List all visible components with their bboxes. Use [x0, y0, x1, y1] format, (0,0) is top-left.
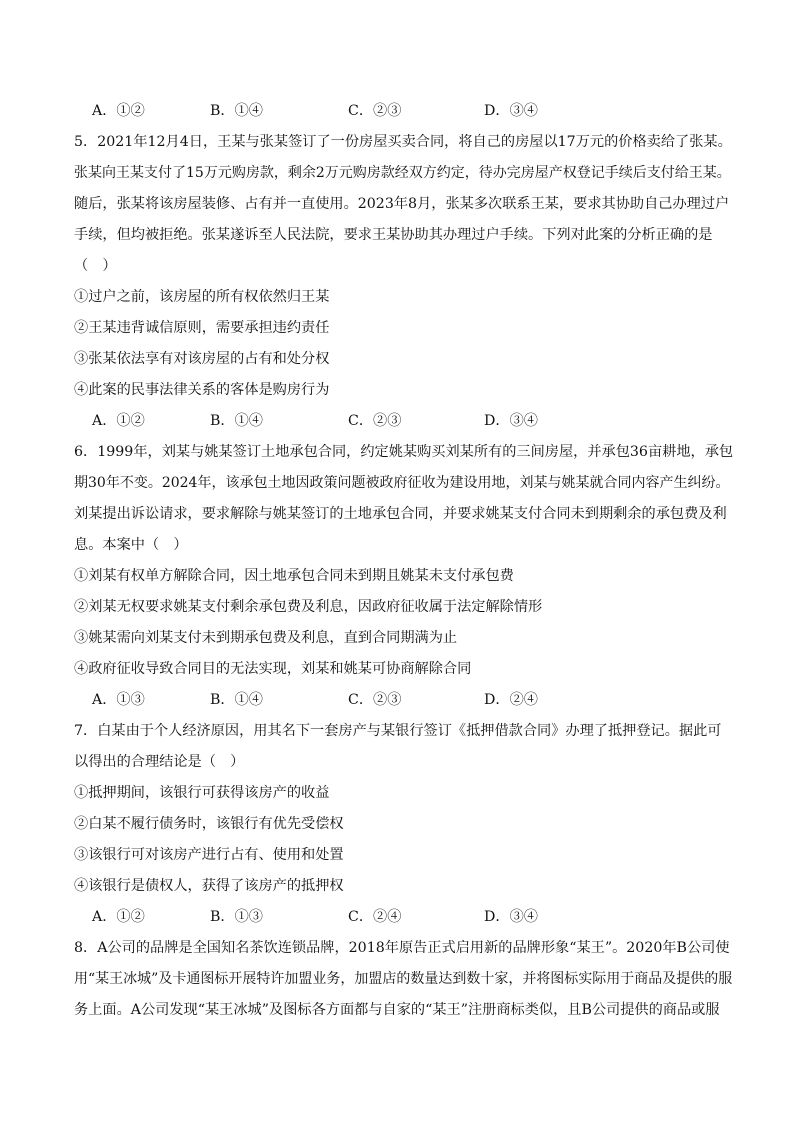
q6-stem-line: 息。本案中（ ）: [74, 537, 188, 553]
q6-option: ①刘某有权单方解除合同，因土地承包合同未到期且姚某未支付承包费: [74, 568, 514, 584]
q7-option: ④该银行是债权人，获得了该房产的抵押权: [74, 878, 344, 894]
q7-option: ②白某不履行债务时，该银行有优先受偿权: [74, 816, 344, 832]
q5-stem-line: 5．2021年12月4日，王某与张某签订了一份房屋买卖合同，将自己的房屋以17万元的价格卖给了张某。: [74, 134, 732, 150]
q7-option: ①抵押期间，该银行可获得该房产的收益: [74, 785, 330, 801]
q4-choice-c: C．②③: [348, 103, 402, 119]
q5-stem-line: 随后，张某将该房屋装修、占有并一直使用。2023年8月，张某多次联系王某，要求其协助自己办理过户: [74, 196, 730, 212]
q5-option: ③张某依法享有对该房屋的占有和处分权: [74, 351, 330, 367]
q8-stem-line: 用“某王冰城”及卡通图标开展特许加盟业务，加盟店的数量达到数十家，并将图标实际用于商品及提供的服: [74, 971, 733, 987]
q7-choice-a: A．①②: [92, 909, 145, 925]
q6-option: ③姚某需向刘某支付未到期承包费及利息，直到合同期满为止: [74, 630, 458, 646]
q5-option: ①过户之前，该房屋的所有权依然归王某: [74, 289, 330, 305]
q7-answer-choices: [74, 902, 734, 933]
question-7: [74, 716, 734, 933]
q6-answer-choices: [74, 685, 734, 716]
q6-stem-line: 刘某提出诉讼请求，要求解除与姚某签订的土地承包合同，并要求姚某支付合同未到期剩余的承包费及利: [74, 506, 727, 522]
question-6: [74, 437, 734, 716]
q5-option: ②王某违背诚信原则，需要承担违约责任: [74, 320, 330, 336]
q7-choice-c: C．②④: [348, 909, 402, 925]
q6-choice-c: C．②③: [348, 692, 402, 708]
q5-stem-line: 手续，但均被拒绝。张某遂诉至人民法院，要求王某协助其办理过户手续。下列对此案的分析正确的是: [74, 227, 713, 243]
q7-choice-b: B．①③: [210, 909, 263, 925]
q8-stem-line: 务上面。A公司发现“某王冰城”及图标各方面都与自家的“某王”注册商标类似，且B公司提供的商品或服: [74, 1002, 720, 1018]
q5-option: ④此案的民事法律关系的客体是购房行为: [74, 382, 330, 398]
q6-option: ④政府征收导致合同目的无法实现，刘某和姚某可协商解除合同: [74, 661, 472, 677]
q7-option: ③该银行可对该房产进行占有、使用和处置: [74, 847, 344, 863]
q4-choice-a: A．①②: [92, 103, 145, 119]
q7-stem-line: 以得出的合理结论是（ ）: [74, 754, 245, 770]
q7-stem-line: 7．白某由于个人经济原因，用其名下一套房产与某银行签订《抵押借款合同》办理了抵押登记。据此可: [74, 723, 722, 739]
q6-choice-b: B．①④: [210, 692, 263, 708]
q6-stem-line: 期30年不变。2024年，该承包土地因政策问题被政府征收为建设用地，刘某与姚某就合同内容产生纠纷。: [74, 475, 730, 491]
q5-choice-c: C．②③: [348, 413, 402, 429]
q5-answer-choices: [74, 406, 734, 437]
q5-choice-d: D．③④: [484, 413, 538, 429]
question-5: [74, 127, 734, 437]
q5-stem-line: （ ）: [74, 258, 117, 274]
q7-choice-d: D．③④: [484, 909, 538, 925]
q5-stem-line: 张某向王某支付了15万元购房款，剩余2万元购房款经双方约定，待办完房屋产权登记手续后支付给王某。: [74, 165, 731, 181]
question-8: [74, 933, 734, 1026]
exam-page: [74, 96, 734, 1026]
q4-choice-b: B．①④: [210, 103, 263, 119]
q4-choice-d: D．③④: [484, 103, 538, 119]
q5-choice-a: A．①②: [92, 413, 145, 429]
q8-stem-line: 8．A公司的品牌是全国知名茶饮连锁品牌，2018年原告正式启用新的品牌形象“某王”。2020年B公司使: [74, 940, 730, 956]
q6-option: ②刘某无权要求姚某支付剩余承包费及利息，因政府征收属于法定解除情形: [74, 599, 543, 615]
q6-choice-a: A．①③: [92, 692, 145, 708]
q4-answer-choices: [74, 96, 734, 127]
q6-choice-d: D．②④: [484, 692, 538, 708]
q5-choice-b: B．①④: [210, 413, 263, 429]
q6-stem-line: 6．1999年，刘某与姚某签订土地承包合同，约定姚某购买刘某所有的三间房屋，并承包36亩耕地，承包: [74, 444, 734, 460]
